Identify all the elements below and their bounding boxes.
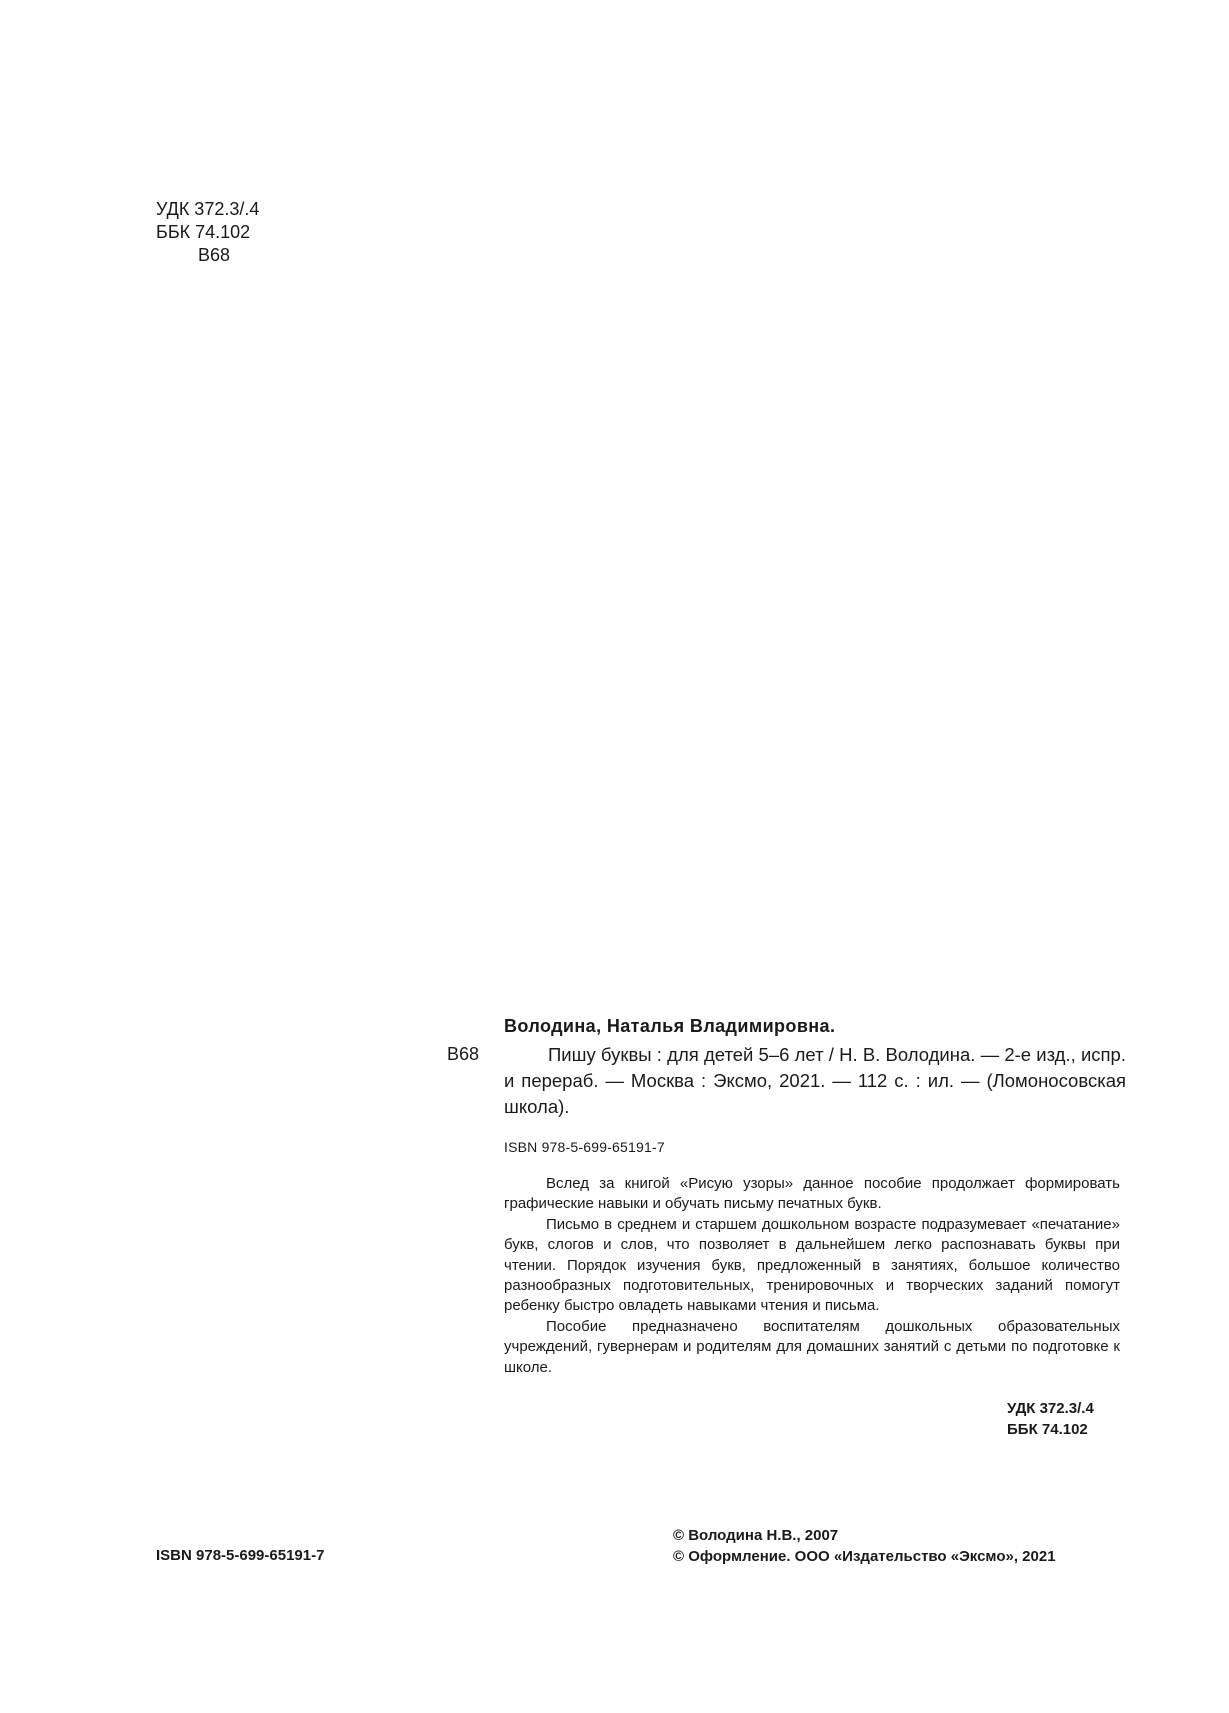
classification-codes-top: [156, 198, 259, 267]
copyright-block: [673, 1525, 1056, 1567]
copyright-author: © Володина Н.В., 2007: [673, 1527, 839, 1544]
abstract-paragraph: Письмо в среднем и старшем дошкольном возрасте подразумевает «печатание» букв, слогов и слов, что позволяет в дальнейшем легко распознавать буквы при чтении. Порядок изучения букв, предложенный в занятиях, большое количество разнообразных подготовительных, тренировочных и творческих заданий помогут ребенку быстро овладеть навыками чтения и письма.: [504, 1215, 1120, 1315]
isbn-footer: ISBN 978-5-699-65191-7: [156, 1547, 325, 1564]
bbk-code: ББК 74.102: [156, 222, 251, 242]
bibliographic-description: Пишу буквы : для детей 5–6 лет / Н. В. Володина. — 2-е изд., испр. и перераб. — Москва : Эксмо, 2021. — 112 с. : ил. — (Ломоносовская школа).: [504, 1044, 1126, 1117]
abstract: [504, 1174, 1120, 1378]
copyright-design: © Оформление. ООО «Издательство «Эксмо», 2021: [673, 1548, 1056, 1565]
author-mark-inline: В68: [447, 1044, 480, 1064]
abstract-paragraph: Вслед за книгой «Рисую узоры» данное пособие продолжает формировать графические навыки и обучать письму печатных букв.: [504, 1175, 1120, 1213]
abstract-paragraph: Пособие предназначено воспитателям дошкольных образовательных учреждений, гувернерам и родителям для домашних занятий с детьми по подготовке к школе.: [504, 1317, 1120, 1376]
udk-code: УДК 372.3/.4: [156, 199, 260, 219]
bbk-code: ББК 74.102: [1007, 1421, 1088, 1438]
classification-codes-bottom: [1007, 1398, 1094, 1440]
author-name: Володина, Наталья Владимировна.: [504, 1016, 836, 1036]
udk-code: УДК 372.3/.4: [1007, 1400, 1094, 1417]
isbn-inline: ISBN 978-5-699-65191-7: [504, 1139, 665, 1155]
author-mark: В68: [198, 245, 231, 265]
